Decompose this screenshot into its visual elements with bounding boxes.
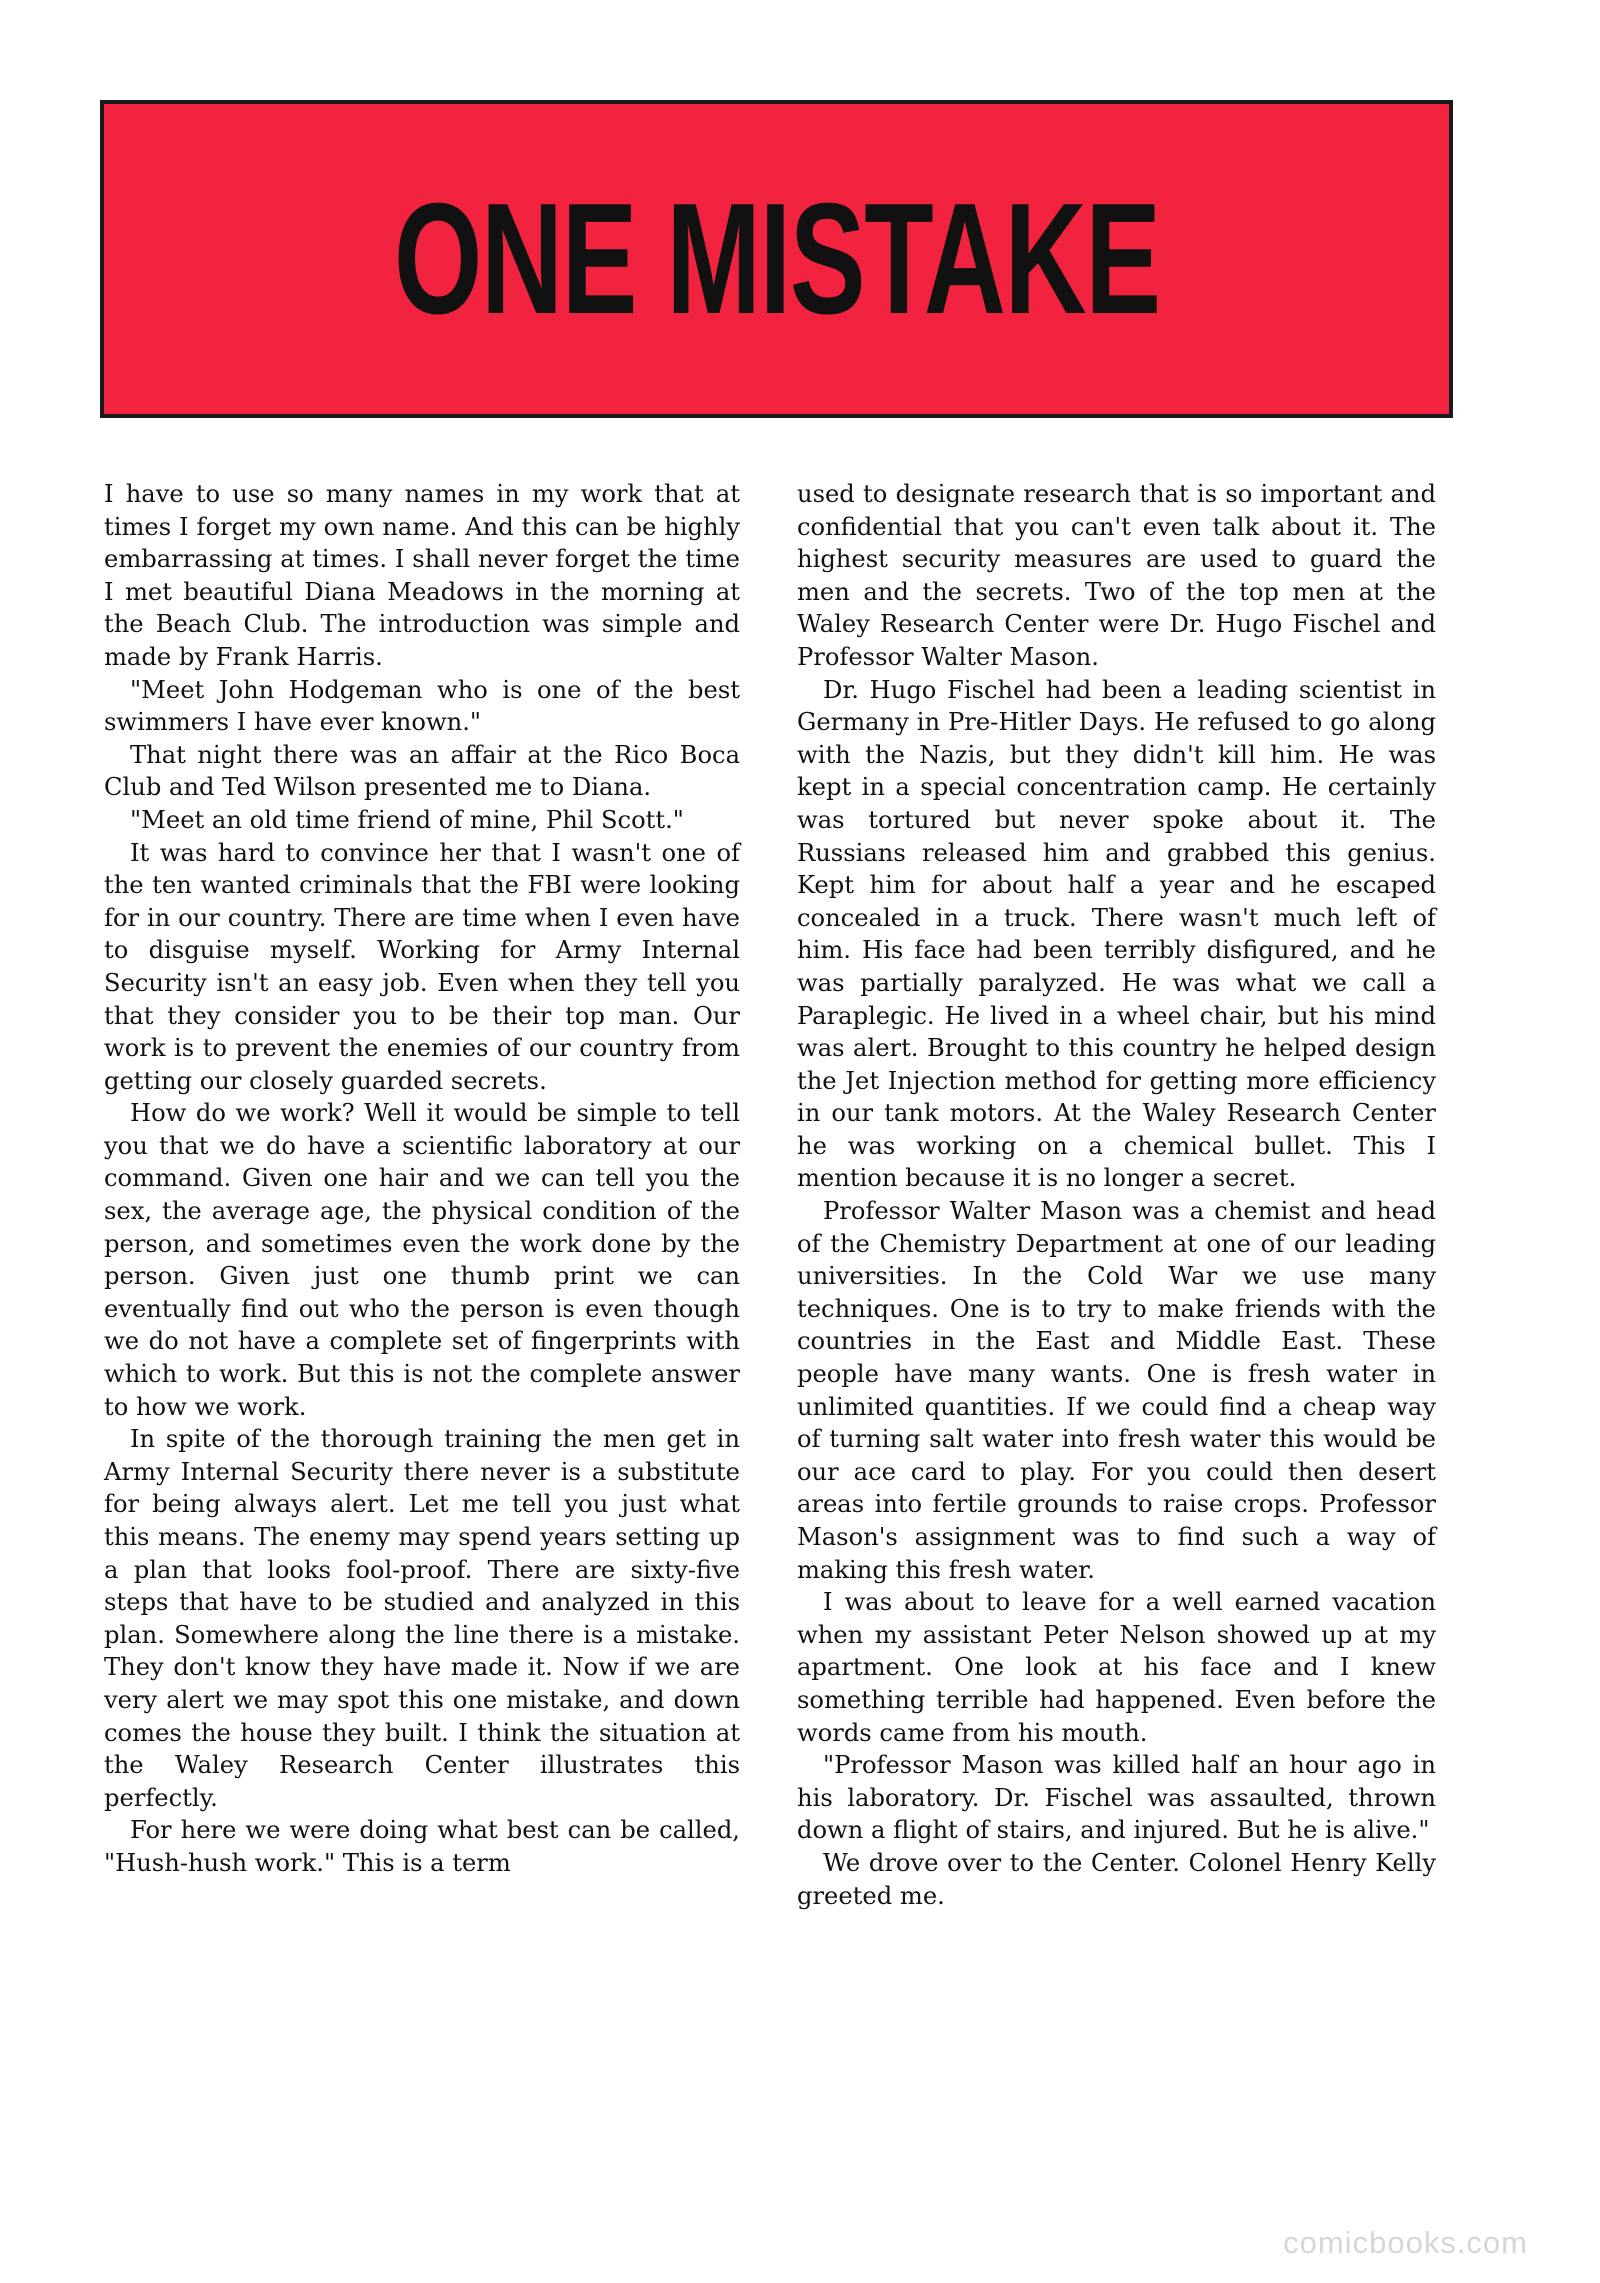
paragraph: For here we were doing what best can be called, "Hush-hush work." This is a term <box>104 1816 740 1877</box>
paragraph: "Professor Mason was killed half an hour ago in his laboratory. Dr. Fischel was assaulted, thrown down a flight of stairs, and injured. But he is alive." <box>797 1751 1436 1845</box>
paragraph: It was hard to convince her that I wasn't one of the ten wanted criminals that the FBI were looking for in our country. There are time when I even have to disguise myself. Working for Army Internal Security isn't an easy job. Even when they tell you that they consider you to be their top man. Our work is to prevent the enemies of our country from getting our closely guarded secrets. <box>104 838 740 1095</box>
watermark: comicbooks.com <box>1283 2225 1528 2260</box>
title-banner <box>100 100 1453 418</box>
right-text-column <box>797 478 1436 1912</box>
paragraph: "Meet an old time friend of mine, Phil Scott." <box>130 805 684 834</box>
paragraph: In spite of the thorough training the men get in Army Internal Security there never is a substitute for being always alert. Let me tell you just what this means. The enemy may spend years setting up a plan that looks fool-proof. There are sixty-five steps that have to be studied and analyzed in this plan. Somewhere along the line there is a mistake. They don't know they have made it. Now if we are very alert we may spot this one mistake, and down comes the house they built. I think the situation at the Waley Research Center illustrates this perfectly. <box>104 1425 740 1812</box>
paragraph: used to designate research that is so important and confidential that you can't even talk about it. The highest security measures are used to guard the men and the secrets. Two of the top men at the Waley Research Center were Dr. Hugo Fischel and Professor Walter Mason. <box>797 480 1436 671</box>
paragraph: We drove over to the Center. Colonel Henry Kelly greeted me. <box>797 1848 1436 1910</box>
paragraph: "Meet John Hodgeman who is one of the best swimmers I have ever known." <box>104 675 740 737</box>
paragraph: Dr. Hugo Fischel had been a leading scientist in Germany in Pre-Hitler Days. He refused to go along with the Nazis, but they didn't kill him. He was kept in a special concentration camp. He certainly was tortured but never spoke about it. The Russians released him and grabbed this genius. Kept him for about half a year and he escaped concealed in a truck. There wasn't much left of him. His face had been terribly disfigured, and he was partially paralyzed. He was what we call a Paraplegic. He lived in a wheel chair, but his mind was alert. Brought to this country he helped design the Jet Injection method for getting more efficiency in our tank motors. At the Waley Research Center he was working on a chemical bullet. This I mention because it is no longer a secret. <box>797 675 1436 1193</box>
paragraph: I have to use so many names in my work that at times I forget my own name. And this can be highly embarrassing at times. I shall never forget the time I met beautiful Diana Meadows in the morning at the Beach Club. The introduction was simple and made by Frank Harris. <box>104 480 740 671</box>
paragraph: How do we work? Well it would be simple to tell you that we do have a scientific laboratory at our command. Given one hair and we can tell you the sex, the average age, the physical condition of the person, and sometimes even the work done by the person. Given just one thumb print we can eventually find out who the person is even though we do not have a complete set of fingerprints with which to work. But this is not the complete answer to how we work. <box>104 1099 740 1421</box>
left-text-column <box>104 478 740 1880</box>
paragraph: That night there was an affair at the Rico Boca Club and Ted Wilson presented me to Diana. <box>104 740 740 802</box>
story-title: ONE MISTAKE <box>393 171 1160 347</box>
paragraph: Professor Walter Mason was a chemist and head of the Chemistry Department at one of our leading universities. In the Cold War we use many techniques. One is to try to make friends with the countries in the East and Middle East. These people have many wants. One is fresh water in unlimited quantities. If we could find a cheap way of turning salt water into fresh water this would be our ace card to play. For you could then desert areas into fertile grounds to raise crops. Professor Mason's assignment was to find such a way of making this fresh water. <box>797 1197 1436 1584</box>
paragraph: I was about to leave for a well earned vacation when my assistant Peter Nelson showed up at my apartment. One look at his face and I knew something terrible had happened. Even before the words came from his mouth. <box>797 1588 1436 1747</box>
